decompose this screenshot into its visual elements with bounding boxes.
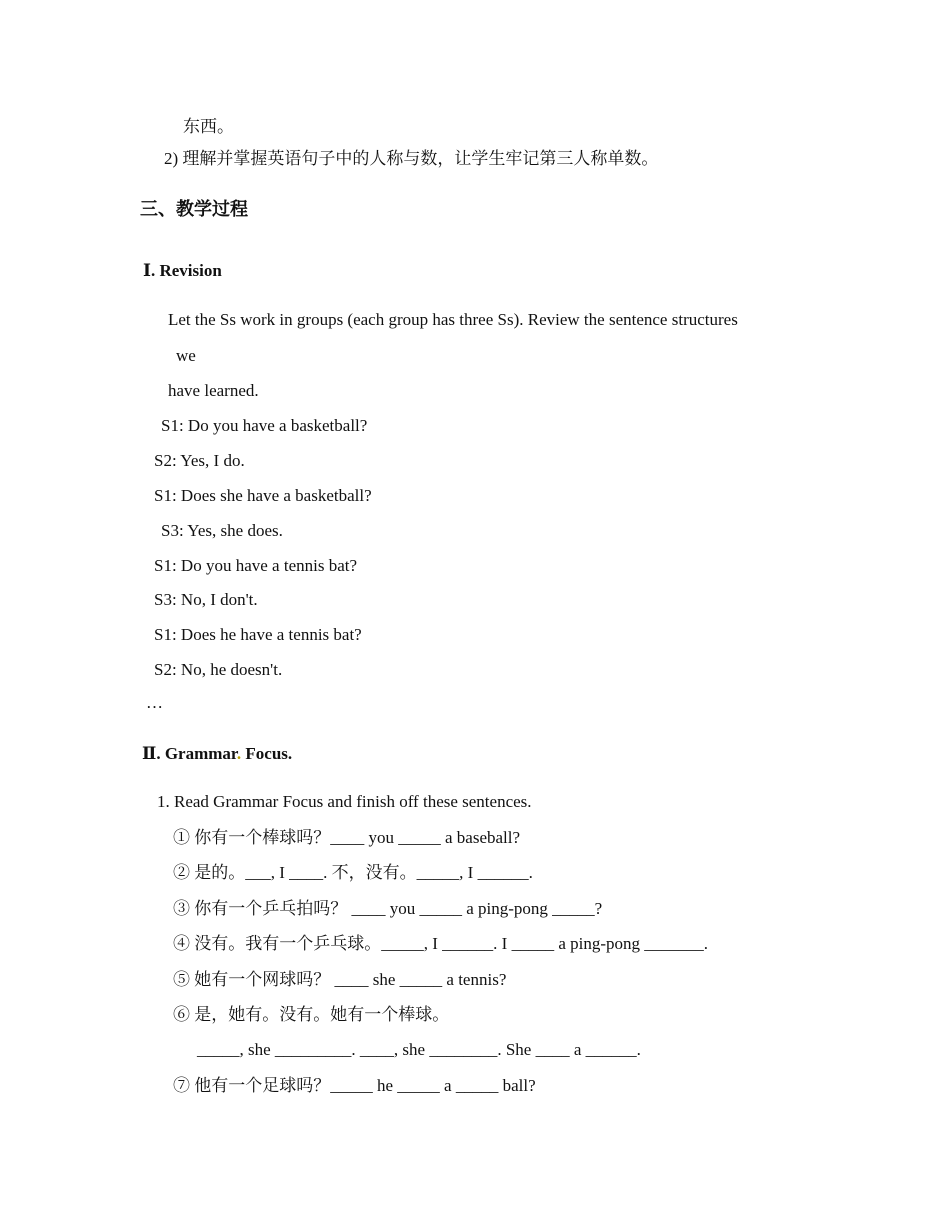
grammar-heading (142, 743, 292, 765)
exercise-item: ② 是的。___, I ____. 不，没有。_____, I ______. (173, 863, 533, 882)
exercise-item: ⑤ 她有一个网球吗？ ____ she _____ a tennis? (173, 970, 507, 989)
dialogue-line: S2: No, he doesn't. (154, 660, 283, 679)
grammar-task: 1. Read Grammar Focus and finish off these sentences. (157, 792, 532, 811)
dialogue-line: S2: Yes, I do. (154, 451, 245, 470)
exercise-item-continued: _____, she _________. ____, she ________. She ____ a ______. (197, 1040, 641, 1059)
objective-line-1-continued: 东西。 (183, 117, 234, 136)
dialogue-line: S1: Do you have a basketball? (161, 416, 368, 435)
dialogue-ellipsis: … (146, 693, 163, 712)
dialogue-line: S1: Does he have a tennis bat? (154, 625, 362, 644)
grammar-heading-main: Ⅱ. Grammar (142, 744, 237, 763)
grammar-heading-focus: Focus. (241, 744, 293, 763)
dialogue-line: S3: No, I don't. (154, 590, 258, 609)
grammar-heading-dot: . (236, 744, 242, 763)
dialogue-line: S1: Does she have a basketball? (154, 486, 372, 505)
revision-intro-line-2: we (176, 346, 196, 365)
dialogue-line: S1: Do you have a tennis bat? (154, 556, 358, 575)
section-title: 三、教学过程 (140, 199, 248, 219)
objective-line-2: 2) 理解并掌握英语句子中的人称与数，让学生牢记第三人称单数。 (164, 149, 659, 168)
revision-intro-line-1: Let the Ss work in groups (each group has three Ss). Review the sentence structures (168, 310, 738, 329)
exercise-item: ⑦ 他有一个足球吗？_____ he _____ a _____ ball? (173, 1076, 536, 1095)
revision-heading: Ⅰ. Revision (143, 261, 222, 280)
exercise-item: ③ 你有一个乒乓拍吗？ ____ you _____ a ping-pong _____? (173, 899, 603, 918)
exercise-item: ⑥ 是，她有。没有。她有一个棒球。 (173, 1005, 450, 1024)
dialogue-line: S3: Yes, she does. (161, 521, 283, 540)
revision-intro-line-3: have learned. (168, 381, 259, 400)
exercise-item: ④ 没有。我有一个乒乓球。_____, I ______. I _____ a ping-pong _______. (173, 934, 709, 953)
exercise-item: ① 你有一个棒球吗？____ you _____ a baseball? (173, 828, 521, 847)
